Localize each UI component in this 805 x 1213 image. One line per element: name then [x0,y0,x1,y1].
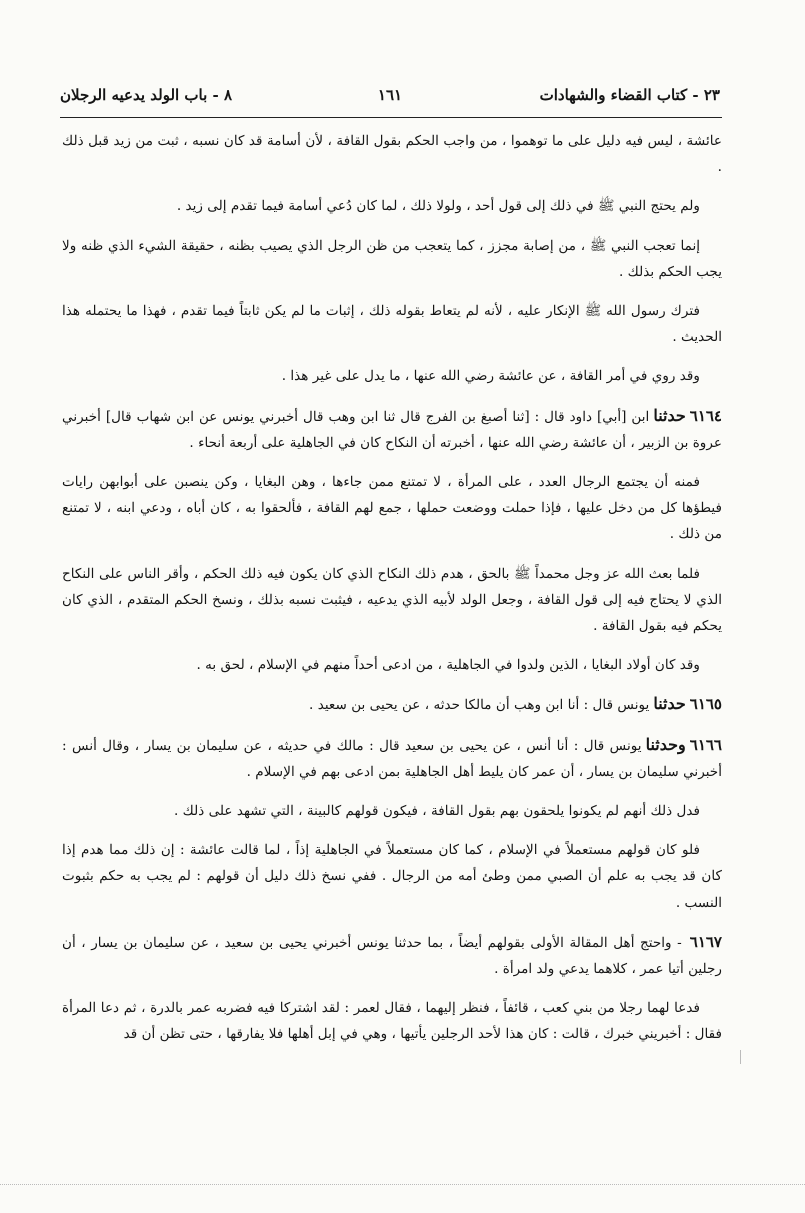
hadith-number: ٦١٦٥ [689,695,722,714]
paragraph: فدل ذلك أنهم لم يكونوا يلحقون بهم بقول القافة ، فيكون قولهم كالبينة ، التي تشهد على ذلك . [173,803,700,820]
hadith-number: ٦١٦٧ [689,932,722,951]
paragraph: وقد كان أولاد البغايا ، الذين ولدوا في الجاهلية ، من ادعى أحداً منهم في الإسلام ، لحق به . [196,657,700,674]
paragraph: عائشة ، ليس فيه دليل على ما توهموا ، من واجب الحكم بقول القافة ، لأن أسامة قد كان نسبه ، ثبت من زيد قبل ذلك . [62,133,722,176]
hadith-number: ٦١٦٤ [689,406,722,425]
page-number: ١٦١ [377,86,403,104]
hadith-paragraph: ٦١٦٧- واحتج أهل المقالة الأولى بقولهم أيضاً ، بما حدثنا يونس أخبرني يحيى بن سعيد ، عن سليمان بن يسار ، أن رجلين أتيا عمر ، كلاهما يدعي ولد امرأة . [62,932,722,978]
hadith-paragraph: ٦١٦٦وحدثنايونس قال : أنا أنس ، عن يحيى بن سعيد قال : مالك في حديثه ، عن سليمان بن يسار ، وقال أنس : أخبرني سليمان بن يسار ، أن عمر كان يليط أهل الجاهلية بمن ادعى بهم في الإسلام . [62,734,722,780]
paragraph: ولم يحتج النبي ﷺ في ذلك إلى قول أحد ، ولولا ذلك ، لما كان دُعي أسامة فيما تقدم إلى زيد . [176,198,700,215]
paragraph: فترك رسول الله ﷺ الإنكار عليه ، لأنه لم يتعاط بقوله ذلك ، إثبات ما لم يكن ثابتاً فيما تقدم ، فهذا ما يحتمله هذا الحديث . [62,303,722,346]
header-rule [60,117,722,118]
running-header [60,80,720,114]
hadith-lead: وحدثنا [645,734,686,754]
paragraph: فمنه أن يجتمع الرجال العدد ، على المرأة ، لا تمتنع ممن جاءها ، وهن البغايا ، وكن ينصبن على أبوابهن رايات فيطؤها كل من دخل عليها ، فإذا حملت ووضعت حملها ، جمع لهم القافة ، فألحقوا به ، كان أباه ، ودعي ابنه ، لا تمتنع من ذلك . [62,474,722,543]
hadith-lead: حدثنا [653,405,686,425]
hadith-lead: حدثنا [653,694,686,714]
paragraph: فلو كان قولهم مستعملاً في الإسلام ، كما كان مستعملاً في الجاهلية إذاً ، لما قالت عائشة : إن ذلك مما هدم إذا كان قد يجب به علم أن الصبي ممن وطئ أمه من الرجال . ففي نسخ ذلك دليل أن قولهم : لم يجب به حكم بثبوت النسب . [62,842,722,911]
book-title: ٢٣ - كتاب القضاء والشهادات [539,86,720,104]
footer-rule [0,1184,805,1185]
paragraph: وقد روي في أمر القافة ، عن عائشة رضي الله عنها ، ما يدل على غير هذا . [281,368,700,385]
hadith-paragraph: ٦١٦٤حدثناابن [أبي] داود قال : [ثنا أصبغ بن الفرج قال ثنا ابن وهب قال أخبرني يونس عن ابن شهاب قال] أخبرني عروة بن الزبير ، أن عائشة رضي الله عنها ، أخبرته أن النكاح كان في الجاهلية على أربعة أنحاء . [62,405,722,451]
paragraph: فدعا لهما رجلا من بني كعب ، قائفاً ، فنظر إليهما ، فقال لعمر : لقد اشتركا فيه فضربه عمر بالدرة ، ثم دعا المرأة فقال : أخبريني خبرك ، قالت : كان هذا لأحد الرجلين يأتيها ، وهي في إبل أهلها فلا يفارقها ، حتى تظن أن قد [62,1000,722,1043]
hadith-paragraph: ٦١٦٥حدثنايونس قال : أنا ابن وهب أن مالكا حدثه ، عن يحيى بن سعيد . [309,694,722,714]
hadith-number: ٦١٦٦ [689,735,722,754]
chapter-title: ٨ - باب الولد يدعيه الرجلان [60,86,233,104]
paragraph: إنما تعجب النبي ﷺ ، من إصابة مجزز ، كما يتعجب من ظن الرجل الذي يصيب بظنه ، حقيقة الشيء الذي ظنه ولا يجب الحكم بذلك . [62,237,722,280]
paragraph: فلما بعث الله عز وجل محمداً ﷺ بالحق ، هدم ذلك النكاح الذي كان يكون فيه ذلك الحكم ، وأقر الناس على النكاح الذي لا يحتاج فيه إلى قول القافة ، وجعل الولد لأبيه الذي يدعيه ، فيثبت نسبه بذلك ، ونسخ الحكم المتقدم ، الذي كان يحكم فيه بقول القافة . [62,565,722,635]
body-text [62,128,722,1061]
margin-mark [740,1050,741,1064]
